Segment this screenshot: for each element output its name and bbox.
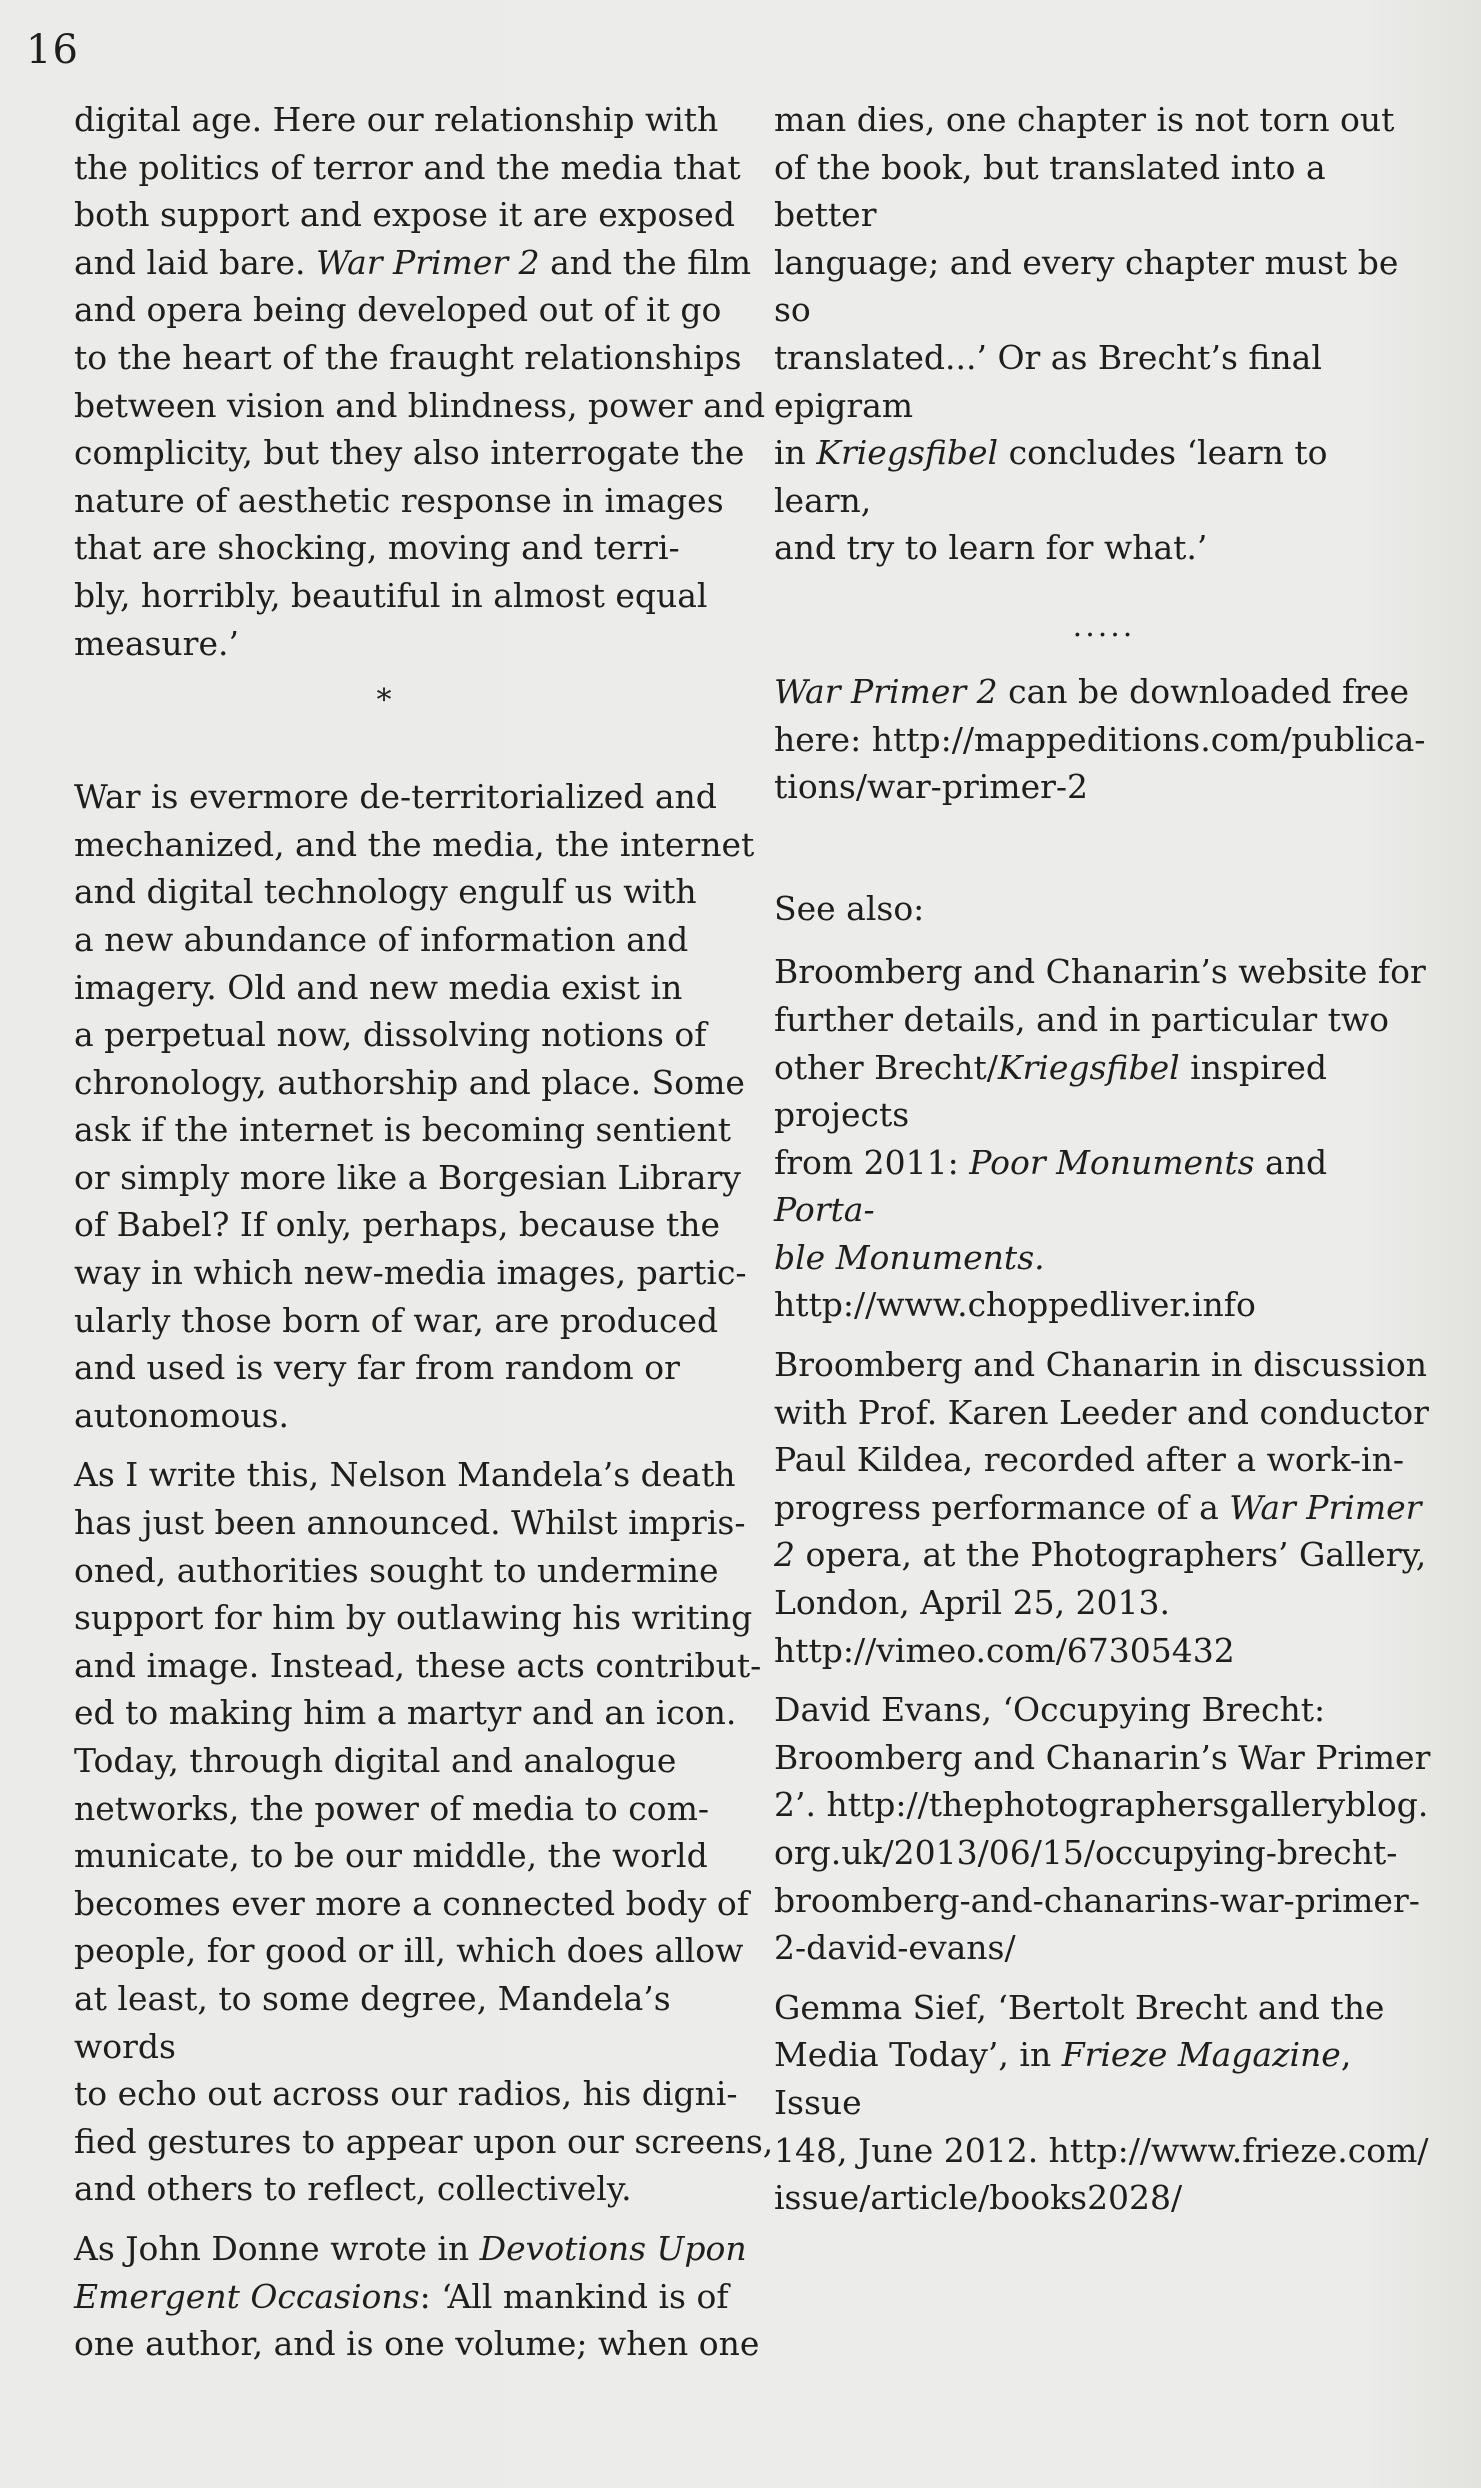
- right-column: [774, 96, 1434, 2222]
- text: inspired projects from 2011:: [774, 1047, 1327, 1182]
- italic-title: Porta- ble Monuments.: [774, 1190, 1045, 1277]
- reference-url: http://www.choppedliver.info: [774, 1285, 1256, 1325]
- text: Broomberg and Chanarin in discussion with Prof. Karen Leeder and conductor Paul Kildea, recorded after a work-in- progress performance of a: [774, 1345, 1429, 1527]
- text: and: [1254, 1142, 1328, 1182]
- italic-title: Kriegsfibel: [997, 1047, 1180, 1087]
- text: opera, at the Photographers’ Gallery, London, April 25, 2013. http://vimeo.com/67305432: [774, 1535, 1427, 1670]
- text: can be downloaded free here: http://mappeditions.com/publica- tions/war-primer-2: [774, 671, 1426, 807]
- paragraph-john-donne: [74, 2225, 774, 2368]
- left-column: [74, 96, 774, 2368]
- page-number: 16: [26, 27, 79, 73]
- reference-website: [774, 948, 1434, 1329]
- paragraph-war-evermore: War is evermore de-territorialized and mechanized, and the media, the internet and digital technology engulf us with a new abundance of information and imagery. Old and new media exist in a perpetual now, dissolving notions of chronology, authorship and place. Some ask if the internet is becoming sentient or simply more like a Borgesian Library of Babel? If only, perhaps, because the way in which new-media images, partic- ularly those born of war, are produced and used is very far from random or autonomous.: [74, 777, 755, 1435]
- italic-title: Poor Monuments: [969, 1142, 1255, 1182]
- italic-title: War Primer 2: [774, 1487, 1422, 1575]
- text: , Issue 148, June 2012. http://www.frieze.com/ issue/article/books2028/: [774, 2035, 1429, 2218]
- text: digital age. Here our relationship with the politics of terror and the media that both support and expose it are exposed and laid bare.: [74, 100, 741, 282]
- paragraph-mandela: As I write this, Nelson Mandela’s death has just been announced. Whilst impris- oned, authorities sought to undermine support for him by outlawing his writing and image. Instead, these acts contribut- ed to making him a martyr and an icon. Today, through digital and analogue networks, the power of media to com- municate, to be our middle, the world becomes ever more a connected body of people, for good or ill, which does allow at least, to some degree, Mandela’s words to echo out across our radios, his digni- fied gestures to appear upon our screens, and others to reflect, collectively.: [74, 1455, 774, 2209]
- italic-title: War Primer 2: [774, 671, 998, 711]
- see-also-heading: See also:: [774, 888, 925, 928]
- text: concludes ‘learn to learn, and try to learn for what.’: [774, 433, 1328, 568]
- italic-title: Devotions Upon Emergent Occasions: [74, 2228, 747, 2316]
- text: As John Donne wrote in: [74, 2228, 480, 2268]
- text: and the film and opera being developed out of it go to the heart of the fraught relationships between vision and blindness, power and complicity, but they also interrogate the nature of aesthetic response in images that are shocking, moving and terri- bly, horribly, beautiful in almost equal measure.’: [74, 242, 766, 663]
- paragraph-digital-age: [74, 96, 774, 667]
- reference-discussion: [774, 1341, 1434, 1674]
- reference-david-evans: David Evans, ‘Occupying Brecht: Broomberg and Chanarin’s War Primer 2’. http://thephotographersgalleryblog. org.uk/2013/06/15/occupying-brecht- broomberg-and-chanarins-war-primer- 2-david-evans/: [774, 1690, 1431, 1968]
- italic-title: Kriegsfibel: [816, 433, 999, 473]
- reference-gemma-sief: [774, 1984, 1434, 2222]
- text: man dies, one chapter is not torn out of the book, but translated into a better language; and every chapter must be so translated...’ Or as Brecht’s final epigram in: [774, 100, 1399, 473]
- text: Broomberg and Chanarin’s website for further details, and in particular two other Brecht/: [774, 952, 1426, 1087]
- paragraph-continued: [774, 96, 1434, 572]
- section-separator-asterisk: *: [376, 683, 392, 719]
- italic-title: Frieze Magazine: [1061, 2035, 1341, 2075]
- section-separator-dots: .....: [1072, 608, 1136, 644]
- italic-title: War Primer 2: [316, 242, 540, 282]
- download-note: [774, 668, 1434, 811]
- text: : ‘All mankind is of one author, and is one volume; when one: [74, 2276, 760, 2364]
- text: Gemma Sief, ‘Bertolt Brecht and the Media Today’, in: [774, 1987, 1385, 2075]
